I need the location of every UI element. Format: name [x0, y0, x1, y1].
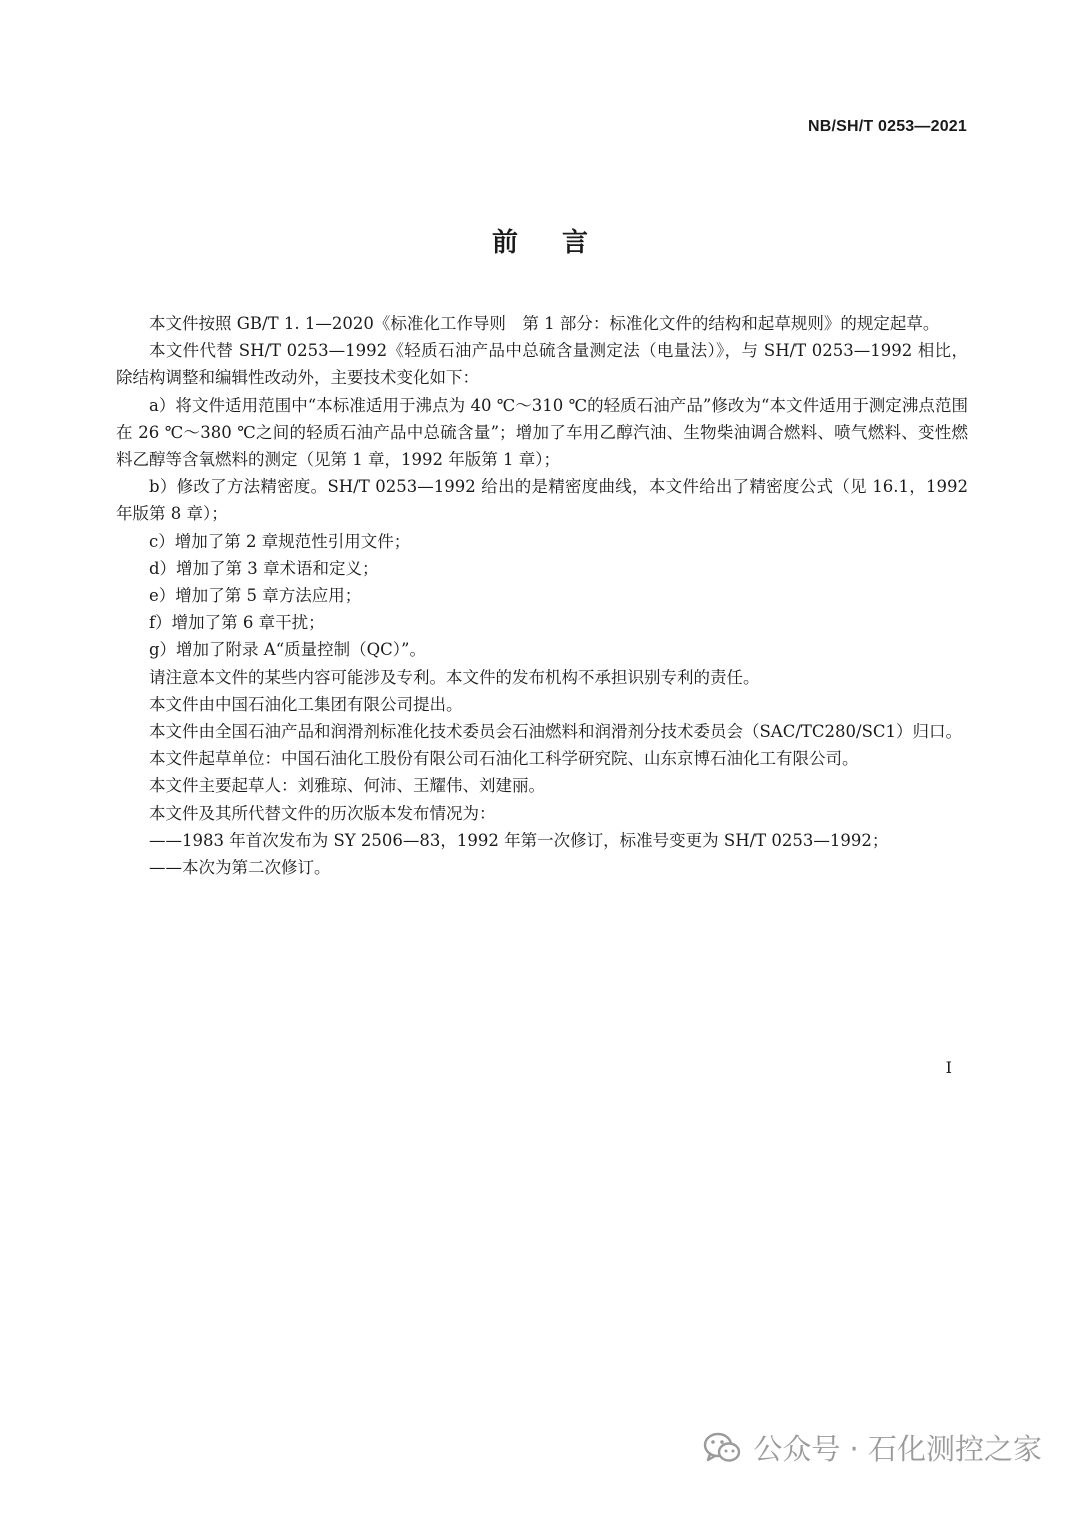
list-item: b）修改了方法精密度。SH/T 0253—1992 给出的是精密度曲线，本文件给出了精密度公式（见 16.1，1992 年版第 8 章）； [116, 477, 968, 524]
list-item: g）增加了附录 A“质量控制（QC）”。 [149, 640, 426, 660]
list-item: f）增加了第 6 章干扰； [149, 613, 325, 633]
watermark [703, 1427, 1042, 1468]
document-code: NB/SH/T 0253—2021 [807, 118, 967, 135]
paragraph: 本文件起草单位：中国石油化工股份有限公司石油化工科学研究院、山东京博石油化工有限公司。 [149, 749, 859, 769]
paragraph: 本文件按照 GB/T 1. 1—2020《标准化工作导则 第 1 部分：标准化文件的结构和起草规则》的规定起草。 [149, 314, 940, 333]
paragraph: 本文件代替 SH/T 0253—1992《轻质石油产品中总硫含量测定法（电量法）》，与 SH/T 0253—1992 相比，除结构调整和编辑性改动外，主要技术变化如下： [116, 341, 968, 388]
document-body [116, 310, 968, 881]
page-number: I [945, 1058, 952, 1077]
page-title: 前言 [491, 228, 632, 258]
paragraph: 本文件主要起草人：刘雅琼、何沛、王耀伟、刘建丽。 [149, 776, 545, 796]
paragraph: 本文件由中国石油化工集团有限公司提出。 [149, 694, 463, 714]
wechat-icon [703, 1431, 741, 1465]
list-item: e）增加了第 5 章方法应用； [149, 586, 362, 606]
history-item: ——1983 年首次发布为 SY 2506—83，1992 年第一次修订，标准号变更为 SH/T 0253—1992； [149, 830, 889, 850]
watermark-text: 公众号 · 石化测控之家 [753, 1432, 1042, 1466]
paragraph: 本文件由全国石油产品和润滑剂标准化技术委员会石油燃料和润滑剂分技术委员会（SAC/TC280/SC1）归口。 [149, 722, 963, 742]
list-item: c）增加了第 2 章规范性引用文件； [149, 531, 411, 551]
paragraph: 本文件及其所代替文件的历次版本发布情况为： [149, 803, 496, 823]
list-item: a）将文件适用范围中“本标准适用于沸点为 40 ℃～310 ℃的轻质石油产品”修改为“本文件适用于测定沸点范围在 26 ℃～380 ℃之间的轻质石油产品中总硫含量”；增加了车用乙醇汽油、生物柴油调合燃料、喷气燃料、变性燃料乙醇等含氧燃料的测定（见第 1 章，1992 年版第 1 章）； [116, 395, 968, 470]
history-item: ——本次为第二次修订。 [149, 858, 331, 878]
paragraph: 请注意本文件的某些内容可能涉及专利。本文件的发布机构不承担识别专利的责任。 [149, 667, 760, 687]
list-item: d）增加了第 3 章术语和定义； [149, 558, 379, 578]
